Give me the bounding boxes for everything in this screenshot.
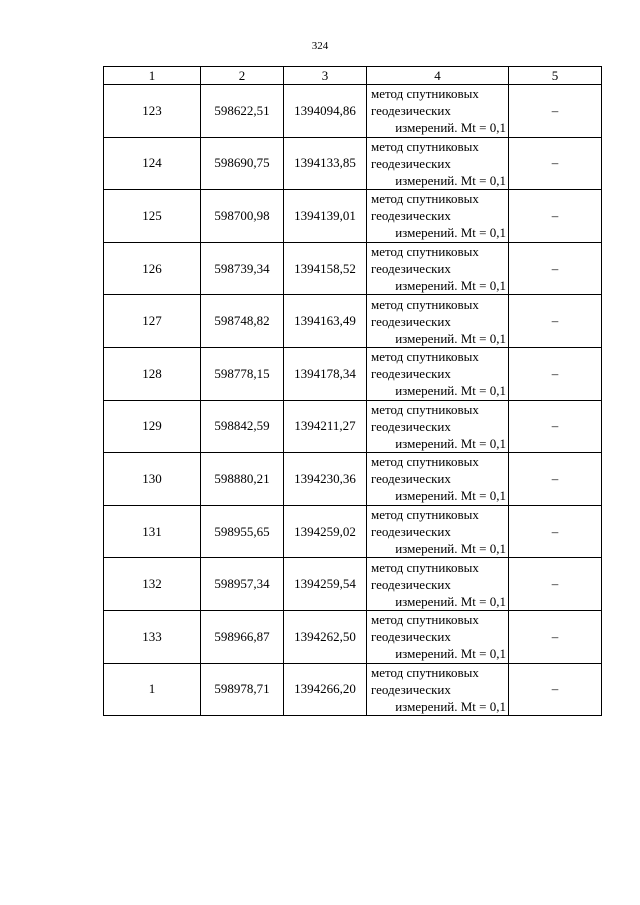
note-cell: – <box>509 663 602 716</box>
method-cell <box>367 347 509 400</box>
method-line-2: геодезических <box>371 418 451 434</box>
table-row <box>104 663 602 716</box>
method-line-3: измерений. Mt = 0,1 <box>395 593 506 609</box>
point-number-cell: 132 <box>104 558 201 611</box>
method-line-1: метод спутниковых <box>371 296 479 312</box>
note-cell: – <box>509 400 602 453</box>
method-cell <box>367 137 509 190</box>
y-coordinate-cell: 1394163,49 <box>284 295 367 348</box>
note-cell: – <box>509 190 602 243</box>
method-line-1: метод спутниковых <box>371 244 479 260</box>
method-line-2: геодезических <box>371 155 451 171</box>
method-cell <box>367 400 509 453</box>
y-coordinate-cell: 1394259,54 <box>284 558 367 611</box>
method-line-1: метод спутниковых <box>371 664 479 680</box>
table-row <box>104 453 602 506</box>
y-coordinate-cell: 1394178,34 <box>284 347 367 400</box>
method-cell <box>367 453 509 506</box>
method-line-3: измерений. Mt = 0,1 <box>395 278 506 294</box>
method-line-2: геодезических <box>371 576 451 592</box>
note-cell: – <box>509 85 602 138</box>
method-line-2: геодезических <box>371 524 451 540</box>
method-cell <box>367 85 509 138</box>
table-row <box>104 295 602 348</box>
method-line-3: измерений. Mt = 0,1 <box>395 225 506 241</box>
table-body <box>104 85 602 716</box>
point-number-cell: 131 <box>104 505 201 558</box>
x-coordinate-cell: 598778,15 <box>201 347 284 400</box>
method-line-2: геодезических <box>371 261 451 277</box>
method-line-1: метод спутниковых <box>371 191 479 207</box>
table-row <box>104 190 602 243</box>
x-coordinate-cell: 598966,87 <box>201 610 284 663</box>
point-number-cell: 126 <box>104 242 201 295</box>
y-coordinate-cell: 1394262,50 <box>284 610 367 663</box>
y-coordinate-cell: 1394259,02 <box>284 505 367 558</box>
method-line-1: метод спутниковых <box>371 559 479 575</box>
method-cell <box>367 558 509 611</box>
table-header-row <box>104 67 602 85</box>
point-number-cell: 124 <box>104 137 201 190</box>
method-line-2: геодезических <box>371 103 451 119</box>
note-cell: – <box>509 610 602 663</box>
method-line-2: геодезических <box>371 313 451 329</box>
method-line-1: метод спутниковых <box>371 401 479 417</box>
method-line-1: метод спутниковых <box>371 349 479 365</box>
point-number-cell: 129 <box>104 400 201 453</box>
table-row <box>104 137 602 190</box>
method-line-1: метод спутниковых <box>371 612 479 628</box>
method-cell <box>367 505 509 558</box>
method-line-3: измерений. Mt = 0,1 <box>395 698 506 714</box>
method-cell <box>367 610 509 663</box>
page-number: 324 <box>311 40 329 52</box>
method-line-2: геодезических <box>371 208 451 224</box>
x-coordinate-cell: 598978,71 <box>201 663 284 716</box>
method-line-3: измерений. Mt = 0,1 <box>395 120 506 136</box>
point-number-cell: 123 <box>104 85 201 138</box>
table-row <box>104 505 602 558</box>
note-cell: – <box>509 295 602 348</box>
note-cell: – <box>509 558 602 611</box>
point-number-cell: 1 <box>104 663 201 716</box>
method-cell <box>367 190 509 243</box>
table-row <box>104 85 602 138</box>
note-cell: – <box>509 505 602 558</box>
y-coordinate-cell: 1394158,52 <box>284 242 367 295</box>
method-cell <box>367 242 509 295</box>
x-coordinate-cell: 598955,65 <box>201 505 284 558</box>
column-header-3: 3 <box>284 67 367 85</box>
method-cell <box>367 663 509 716</box>
method-line-1: метод спутниковых <box>371 507 479 523</box>
point-number-cell: 127 <box>104 295 201 348</box>
column-header-4: 4 <box>367 67 509 85</box>
point-number-cell: 130 <box>104 453 201 506</box>
method-line-2: геодезических <box>371 366 451 382</box>
point-number-cell: 125 <box>104 190 201 243</box>
method-line-3: измерений. Mt = 0,1 <box>395 435 506 451</box>
x-coordinate-cell: 598748,82 <box>201 295 284 348</box>
y-coordinate-cell: 1394139,01 <box>284 190 367 243</box>
x-coordinate-cell: 598880,21 <box>201 453 284 506</box>
method-line-2: геодезических <box>371 471 451 487</box>
column-header-5: 5 <box>509 67 602 85</box>
x-coordinate-cell: 598690,75 <box>201 137 284 190</box>
x-coordinate-cell: 598842,59 <box>201 400 284 453</box>
y-coordinate-cell: 1394094,86 <box>284 85 367 138</box>
x-coordinate-cell: 598700,98 <box>201 190 284 243</box>
method-line-2: геодезических <box>371 681 451 697</box>
point-number-cell: 128 <box>104 347 201 400</box>
table-row <box>104 558 602 611</box>
note-cell: – <box>509 347 602 400</box>
method-line-3: измерений. Mt = 0,1 <box>395 330 506 346</box>
method-line-1: метод спутниковых <box>371 86 479 102</box>
x-coordinate-cell: 598622,51 <box>201 85 284 138</box>
column-header-1: 1 <box>104 67 201 85</box>
method-line-2: геодезических <box>371 629 451 645</box>
coordinates-table <box>103 66 602 716</box>
note-cell: – <box>509 242 602 295</box>
point-number-cell: 133 <box>104 610 201 663</box>
y-coordinate-cell: 1394266,20 <box>284 663 367 716</box>
note-cell: – <box>509 137 602 190</box>
table-row <box>104 400 602 453</box>
table-row <box>104 242 602 295</box>
method-line-3: измерений. Mt = 0,1 <box>395 488 506 504</box>
method-line-3: измерений. Mt = 0,1 <box>395 383 506 399</box>
table-row <box>104 610 602 663</box>
x-coordinate-cell: 598739,34 <box>201 242 284 295</box>
column-header-2: 2 <box>201 67 284 85</box>
method-line-1: метод спутниковых <box>371 454 479 470</box>
y-coordinate-cell: 1394230,36 <box>284 453 367 506</box>
x-coordinate-cell: 598957,34 <box>201 558 284 611</box>
note-cell: – <box>509 453 602 506</box>
method-line-3: измерений. Mt = 0,1 <box>395 172 506 188</box>
method-cell <box>367 295 509 348</box>
method-line-3: измерений. Mt = 0,1 <box>395 646 506 662</box>
method-line-3: измерений. Mt = 0,1 <box>395 541 506 557</box>
y-coordinate-cell: 1394133,85 <box>284 137 367 190</box>
method-line-1: метод спутниковых <box>371 138 479 154</box>
table-row <box>104 347 602 400</box>
y-coordinate-cell: 1394211,27 <box>284 400 367 453</box>
